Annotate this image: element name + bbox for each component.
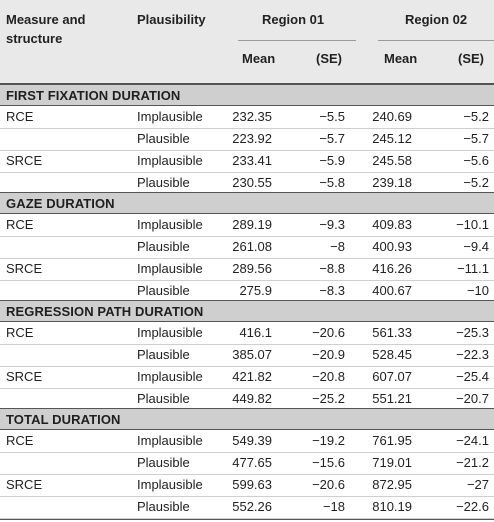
header-region-02-se: (SE) bbox=[458, 51, 484, 66]
cell-region-01-mean: 421.82 bbox=[232, 369, 272, 384]
cell-region-02-mean: 400.67 bbox=[372, 283, 412, 298]
cell-region-02-se: −10.1 bbox=[456, 217, 489, 232]
cell-region-02-mean: 245.58 bbox=[372, 153, 412, 168]
table-row bbox=[0, 452, 494, 475]
cell-region-01-se: −5.7 bbox=[319, 131, 345, 146]
cell-region-01-se: −9.3 bbox=[319, 217, 345, 232]
cell-plausibility: Implausible bbox=[137, 109, 203, 124]
cell-region-02-mean: 409.83 bbox=[372, 217, 412, 232]
cell-structure: RCE bbox=[6, 325, 34, 340]
cell-region-02-se: −20.7 bbox=[456, 391, 489, 406]
cell-region-02-se: −5.7 bbox=[463, 131, 489, 146]
cell-region-01-mean: 230.55 bbox=[232, 175, 272, 190]
table-header bbox=[0, 0, 494, 84]
header-region-01-se: (SE) bbox=[316, 51, 342, 66]
table-row bbox=[0, 496, 494, 519]
table-row bbox=[0, 344, 494, 367]
cell-plausibility: Plausible bbox=[137, 239, 190, 254]
cell-plausibility: Plausible bbox=[137, 347, 190, 362]
table-row bbox=[0, 474, 494, 497]
cell-region-02-se: −5.2 bbox=[463, 109, 489, 124]
cell-structure: RCE bbox=[6, 109, 34, 124]
region-02-divider bbox=[378, 40, 494, 41]
cell-region-01-se: −19.2 bbox=[312, 433, 345, 448]
cell-region-02-mean: 719.01 bbox=[372, 455, 412, 470]
header-plausibility: Plausibility bbox=[137, 12, 206, 27]
cell-plausibility: Implausible bbox=[137, 369, 203, 384]
header-region-02-mean: Mean bbox=[384, 51, 418, 66]
cell-region-02-se: −9.4 bbox=[463, 239, 489, 254]
table-row bbox=[0, 258, 494, 281]
header-region-02: Region 02 bbox=[405, 12, 468, 27]
region-01-divider bbox=[238, 40, 356, 41]
cell-structure: SRCE bbox=[6, 261, 43, 276]
cell-plausibility: Implausible bbox=[137, 325, 203, 340]
header-region-01-mean: Mean bbox=[242, 51, 276, 66]
cell-region-01-mean: 233.41 bbox=[232, 153, 272, 168]
cell-region-01-mean: 599.63 bbox=[232, 477, 272, 492]
table-row bbox=[0, 150, 494, 173]
cell-region-01-se: −15.6 bbox=[312, 455, 345, 470]
cell-region-02-mean: 810.19 bbox=[372, 499, 412, 514]
cell-structure: SRCE bbox=[6, 153, 43, 168]
cell-region-01-se: −20.8 bbox=[312, 369, 345, 384]
section-header bbox=[0, 300, 494, 322]
cell-region-01-mean: 385.07 bbox=[232, 347, 272, 362]
cell-plausibility: Implausible bbox=[137, 153, 203, 168]
section-title: REGRESSION PATH DURATION bbox=[6, 304, 204, 319]
cell-plausibility: Implausible bbox=[137, 217, 203, 232]
cell-region-02-se: −22.6 bbox=[456, 499, 489, 514]
cell-plausibility: Plausible bbox=[137, 455, 190, 470]
section-title: FIRST FIXATION DURATION bbox=[6, 88, 181, 103]
cell-region-02-se: −27 bbox=[466, 477, 489, 492]
cell-region-02-se: −25.3 bbox=[456, 325, 489, 340]
cell-structure: SRCE bbox=[6, 477, 43, 492]
cell-region-02-mean: 240.69 bbox=[372, 109, 412, 124]
cell-plausibility: Plausible bbox=[137, 283, 190, 298]
cell-region-01-mean: 552.26 bbox=[232, 499, 272, 514]
cell-region-01-se: −8.8 bbox=[319, 261, 345, 276]
cell-region-01-se: −20.6 bbox=[312, 477, 345, 492]
cell-region-02-se: −10 bbox=[466, 283, 489, 298]
cell-region-02-mean: 561.33 bbox=[372, 325, 412, 340]
table-row bbox=[0, 106, 494, 129]
header-measure-line1: Measure and bbox=[6, 12, 86, 27]
table-bottom-rule bbox=[0, 519, 494, 520]
cell-region-02-mean: 400.93 bbox=[372, 239, 412, 254]
cell-plausibility: Plausible bbox=[137, 391, 190, 406]
section-header bbox=[0, 84, 494, 106]
cell-region-01-se: −8 bbox=[330, 239, 345, 254]
cell-region-01-se: −5.5 bbox=[319, 109, 345, 124]
cell-region-01-mean: 275.9 bbox=[239, 283, 272, 298]
cell-region-02-mean: 239.18 bbox=[372, 175, 412, 190]
section-header bbox=[0, 408, 494, 430]
cell-structure: SRCE bbox=[6, 369, 43, 384]
cell-region-02-se: −25.4 bbox=[456, 369, 489, 384]
cell-region-01-mean: 232.35 bbox=[232, 109, 272, 124]
table-row bbox=[0, 366, 494, 389]
cell-plausibility: Plausible bbox=[137, 175, 190, 190]
cell-region-01-se: −20.6 bbox=[312, 325, 345, 340]
cell-region-01-mean: 549.39 bbox=[232, 433, 272, 448]
cell-region-01-se: −8.3 bbox=[319, 283, 345, 298]
cell-region-01-mean: 449.82 bbox=[232, 391, 272, 406]
cell-region-02-se: −5.2 bbox=[463, 175, 489, 190]
cell-region-02-se: −24.1 bbox=[456, 433, 489, 448]
header-measure-line2: structure bbox=[6, 31, 63, 46]
cell-structure: RCE bbox=[6, 217, 34, 232]
table-row bbox=[0, 322, 494, 345]
section-header bbox=[0, 192, 494, 214]
table-row bbox=[0, 128, 494, 151]
cell-region-02-se: −22.3 bbox=[456, 347, 489, 362]
cell-region-01-mean: 223.92 bbox=[232, 131, 272, 146]
cell-plausibility: Plausible bbox=[137, 499, 190, 514]
cell-region-02-mean: 607.07 bbox=[372, 369, 412, 384]
cell-region-01-mean: 289.56 bbox=[232, 261, 272, 276]
cell-plausibility: Plausible bbox=[137, 131, 190, 146]
cell-region-01-se: −18 bbox=[322, 499, 345, 514]
cell-region-02-mean: 761.95 bbox=[372, 433, 412, 448]
cell-region-02-se: −21.2 bbox=[456, 455, 489, 470]
section-title: GAZE DURATION bbox=[6, 196, 115, 211]
table-row bbox=[0, 214, 494, 237]
cell-region-02-mean: 245.12 bbox=[372, 131, 412, 146]
cell-structure: RCE bbox=[6, 433, 34, 448]
cell-region-01-se: −20.9 bbox=[312, 347, 345, 362]
cell-region-01-mean: 289.19 bbox=[232, 217, 272, 232]
cell-region-02-mean: 551.21 bbox=[372, 391, 412, 406]
cell-region-01-mean: 261.08 bbox=[232, 239, 272, 254]
cell-region-02-se: −11.1 bbox=[457, 261, 489, 276]
cell-region-02-mean: 872.95 bbox=[372, 477, 412, 492]
cell-region-01-se: −25.2 bbox=[312, 391, 345, 406]
cell-region-01-mean: 416.1 bbox=[239, 325, 272, 340]
cell-plausibility: Implausible bbox=[137, 433, 203, 448]
cell-plausibility: Implausible bbox=[137, 477, 203, 492]
cell-region-01-se: −5.9 bbox=[319, 153, 345, 168]
cell-region-02-mean: 528.45 bbox=[372, 347, 412, 362]
header-region-01: Region 01 bbox=[262, 12, 325, 27]
table-row bbox=[0, 236, 494, 259]
section-title: TOTAL DURATION bbox=[6, 412, 121, 427]
table-row bbox=[0, 430, 494, 453]
cell-region-01-se: −5.8 bbox=[319, 175, 345, 190]
cell-region-01-mean: 477.65 bbox=[232, 455, 272, 470]
cell-region-02-se: −5.6 bbox=[463, 153, 489, 168]
cell-plausibility: Implausible bbox=[137, 261, 203, 276]
cell-region-02-mean: 416.26 bbox=[372, 261, 412, 276]
